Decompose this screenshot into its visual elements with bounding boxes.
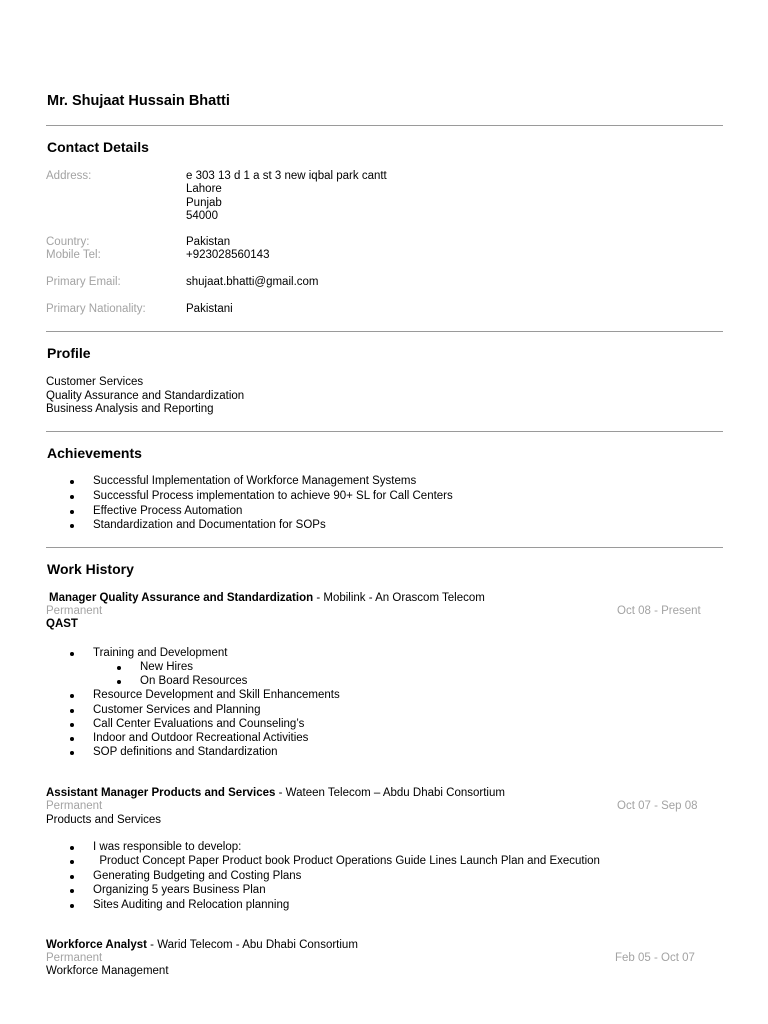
job-type: Permanent xyxy=(46,952,103,964)
bullet-icon xyxy=(70,737,74,741)
job-item: Call Center Evaluations and Counseling’s xyxy=(93,718,305,730)
achievement-item: Effective Process Automation xyxy=(93,505,243,517)
job-title: Manager Quality Assurance and Standardization xyxy=(49,592,314,604)
country-label: Country: xyxy=(46,236,90,248)
address-line: Lahore xyxy=(186,183,222,196)
email-value: shujaat.bhatti@gmail.com xyxy=(186,276,319,288)
mobile-label: Mobile Tel: xyxy=(46,249,101,261)
address-line: Punjab xyxy=(186,196,222,209)
bullet-icon xyxy=(70,709,74,713)
achievements-heading: Achievements xyxy=(47,445,142,461)
job-employer: - Wateen Telecom – Abdu Dhabi Consortium xyxy=(275,787,505,799)
job-type: Permanent xyxy=(46,800,103,812)
bullet-icon xyxy=(70,694,74,698)
mobile-value: +923028560143 xyxy=(186,249,270,261)
job-employer: - Warid Telecom - Abu Dhabi Consortium xyxy=(146,939,358,951)
nationality-label: Primary Nationality: xyxy=(46,303,146,315)
profile-list xyxy=(46,376,244,417)
bullet-icon xyxy=(70,751,74,755)
nationality-value: Pakistani xyxy=(186,303,233,315)
bullet-icon xyxy=(70,510,74,514)
job-department: Workforce Management xyxy=(46,965,169,977)
job-item: I was responsible to develop: xyxy=(93,841,242,853)
job-dates: Feb 05 - Oct 07 xyxy=(615,952,695,964)
job-dates: Oct 08 - Present xyxy=(617,605,701,617)
job-item: Resource Development and Skill Enhancements xyxy=(93,689,340,701)
job-subitem: New Hires xyxy=(140,661,194,673)
address-line: e 303 13 d 1 a st 3 new iqbal park cantt xyxy=(186,170,387,182)
bullet-icon xyxy=(70,652,74,656)
job-department: Products and Services xyxy=(46,814,162,826)
job-dates: Oct 07 - Sep 08 xyxy=(617,800,698,812)
divider xyxy=(46,431,723,432)
bullet-icon xyxy=(70,860,74,864)
job-employer: - Mobilink - An Orascom Telecom xyxy=(313,592,485,604)
bullet-icon xyxy=(70,875,74,879)
email-label: Primary Email: xyxy=(46,276,121,288)
bullet-icon xyxy=(117,680,121,684)
achievement-item: Successful Implementation of Workforce Management Systems xyxy=(93,475,417,487)
job-type: Permanent xyxy=(46,605,103,617)
address-line: 54000 xyxy=(186,209,218,222)
address-label: Address: xyxy=(46,170,92,182)
profile-heading: Profile xyxy=(47,345,91,361)
job-title: Assistant Manager Products and Services xyxy=(46,787,276,799)
job-item: Sites Auditing and Relocation planning xyxy=(93,899,290,911)
divider xyxy=(46,547,723,548)
bullet-icon xyxy=(70,495,74,499)
achievement-item: Successful Process implementation to achieve 90+ SL for Call Centers xyxy=(93,490,453,502)
country-value: Pakistan xyxy=(186,236,231,248)
job-item: SOP definitions and Standardization xyxy=(93,746,278,758)
divider xyxy=(46,331,723,332)
job-title: Workforce Analyst xyxy=(46,939,147,951)
job-item: Organizing 5 years Business Plan xyxy=(93,884,266,896)
bullet-icon xyxy=(70,723,74,727)
bullet-icon xyxy=(70,846,74,850)
job-title-line xyxy=(46,787,505,801)
bullet-icon xyxy=(70,889,74,893)
job-title-line xyxy=(46,939,358,953)
job-item: Generating Budgeting and Costing Plans xyxy=(93,870,302,882)
work-history-heading: Work History xyxy=(47,561,134,577)
job-item: Training and Development xyxy=(93,647,228,659)
contact-heading: Contact Details xyxy=(47,139,149,155)
achievement-item: Standardization and Documentation for SOPs xyxy=(93,519,326,531)
job-item: Indoor and Outdoor Recreational Activities xyxy=(93,732,309,744)
candidate-name: Mr. Shujaat Hussain Bhatti xyxy=(47,93,230,109)
address-value xyxy=(186,170,387,223)
profile-line: Business Analysis and Reporting xyxy=(46,403,214,415)
job-title-line xyxy=(49,592,485,606)
bullet-icon xyxy=(117,666,121,670)
job-subitem: On Board Resources xyxy=(140,675,248,687)
bullet-icon xyxy=(70,524,74,528)
divider xyxy=(46,125,723,126)
job-item: Product Concept Paper Product book Product Operations Guide Lines Launch Plan and Execution xyxy=(93,855,600,867)
bullet-icon xyxy=(70,904,74,908)
profile-line: Quality Assurance and Standardization xyxy=(46,389,245,402)
job-item: Customer Services and Planning xyxy=(93,704,261,716)
bullet-icon xyxy=(70,480,74,484)
job-department: QAST xyxy=(46,618,78,630)
profile-line: Customer Services xyxy=(46,376,144,388)
